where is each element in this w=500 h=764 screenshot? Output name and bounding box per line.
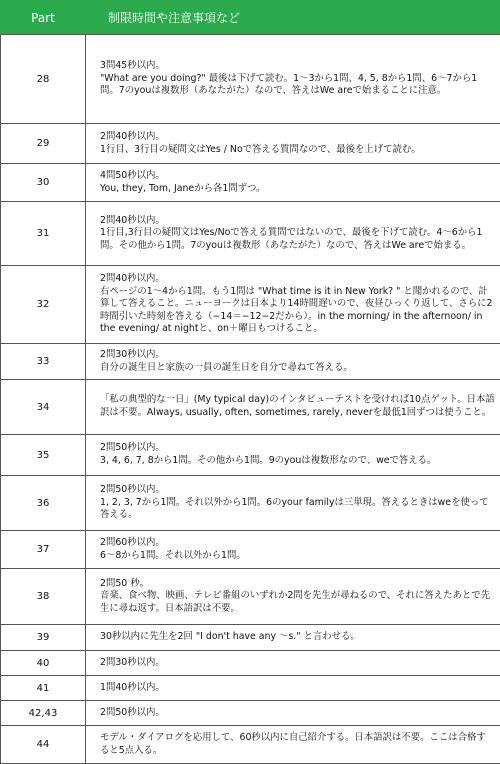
row-part: 41 bbox=[1, 676, 86, 701]
table-row bbox=[1, 726, 500, 764]
note-line: 2問30秒以内。 bbox=[100, 349, 495, 362]
row-part: 37 bbox=[1, 531, 86, 569]
note-line: 右ページの1〜4から1問。もう1問は "What time is it in New York? " と聞かれるので、計算して答えること。ニューヨークは日本より14時間遅いので、夜昼ひっくり返して、さらに2時間引いた時刻を答える（−14＝−12−2だから）。in the morning/ in the afternoon/ in the evening/ at nightと、on＋曜日もつけること。 bbox=[100, 286, 495, 336]
row-part: 36 bbox=[1, 476, 86, 531]
row-part: 44 bbox=[1, 726, 86, 764]
row-note bbox=[86, 435, 500, 476]
row-part: 39 bbox=[1, 625, 86, 651]
row-part: 42,43 bbox=[1, 701, 86, 726]
row-part: 31 bbox=[1, 202, 86, 266]
row-part: 35 bbox=[1, 435, 86, 476]
note-line: 1問40秒以内。 bbox=[100, 682, 495, 695]
row-part: 29 bbox=[1, 124, 86, 164]
table-row bbox=[1, 266, 500, 344]
note-line: 2問50秒以内。 bbox=[100, 707, 495, 720]
table-row bbox=[1, 344, 500, 380]
note-line: 2問50秒以内。 bbox=[100, 442, 495, 455]
table-row bbox=[1, 35, 500, 124]
row-note bbox=[86, 651, 500, 676]
row-part: 28 bbox=[1, 35, 86, 124]
note-line: 音楽、食べ物、映画、テレビ番組のいずれか2問を先生が尋ねるので、それに答えたあとで先生に尋ね返す。日本語訳は不要。 bbox=[100, 590, 495, 615]
note-line: 4問50秒以内。 bbox=[100, 170, 495, 183]
note-line: 1, 2, 3, 7から1問。それ以外から1問。6のyour familyは三単現。答えるときはweを使って答える。 bbox=[100, 497, 495, 522]
header-row bbox=[1, 1, 500, 35]
row-note bbox=[86, 164, 500, 202]
table-row bbox=[1, 676, 500, 701]
row-note bbox=[86, 35, 500, 124]
note-line: 2問30秒以内。 bbox=[100, 657, 495, 670]
table-row bbox=[1, 164, 500, 202]
table-row bbox=[1, 531, 500, 569]
row-note bbox=[86, 266, 500, 344]
note-line: 30秒以内に先生を2回 "I don't have any 〜s." と言わせる。 bbox=[100, 631, 495, 644]
row-note bbox=[86, 531, 500, 569]
note-line: 2問50秒以内。 bbox=[100, 484, 495, 497]
header-part: Part bbox=[1, 1, 86, 35]
header-note: 制限時間や注意事項など bbox=[86, 1, 500, 35]
note-line: 自分の誕生日と家族の一員の誕生日を自分で尋ねて答える。 bbox=[100, 362, 495, 375]
note-line: "What are you doing?" 最後は下げて読む。1〜3から1問、4, 5, 8から1問、6〜7から1問。7のyouは複数形（あなたがた）なので、答えはWe areで始まることに注意。 bbox=[100, 73, 495, 98]
table-row bbox=[1, 202, 500, 266]
note-line: 「私の典型的な一日」(My typical day)のインタビューテストを受ければ10点ゲット。日本語訳は不要。Always, usually, often, sometimes, rarely, neverを最低1回ずつは使うこと。 bbox=[100, 394, 495, 419]
note-line: 6〜8から1問。それ以外から1問。 bbox=[100, 550, 495, 563]
note-line: 3, 4, 6, 7, 8から1問。その他から1問。9のyouは複数形なので、weで答える。 bbox=[100, 455, 495, 468]
note-line: 2問50 秒。 bbox=[100, 578, 495, 591]
note-line: 1行目,3行目の疑問文はYes/Noで答える質問ではないので、最後を下げて読む。4〜6から1問。その他から1問。7のyouは複数形（あなたがた）なので、答えはWe areで始まる。 bbox=[100, 227, 495, 252]
row-note bbox=[86, 380, 500, 435]
row-part: 40 bbox=[1, 651, 86, 676]
table-body bbox=[1, 35, 500, 764]
table-row bbox=[1, 701, 500, 726]
row-note bbox=[86, 476, 500, 531]
row-part: 34 bbox=[1, 380, 86, 435]
table-row bbox=[1, 380, 500, 435]
table-row bbox=[1, 435, 500, 476]
note-line: 2問60秒以内。 bbox=[100, 537, 495, 550]
row-part: 32 bbox=[1, 266, 86, 344]
table-row bbox=[1, 651, 500, 676]
note-line: 2問40秒以内。 bbox=[100, 215, 495, 228]
table-row bbox=[1, 625, 500, 651]
row-part: 30 bbox=[1, 164, 86, 202]
row-note bbox=[86, 569, 500, 625]
row-part: 33 bbox=[1, 344, 86, 380]
row-note bbox=[86, 344, 500, 380]
row-part: 38 bbox=[1, 569, 86, 625]
row-note bbox=[86, 625, 500, 651]
note-line: You, they, Tom, Janeから各1問ずつ。 bbox=[100, 183, 495, 196]
note-line: 1行目、3行目の疑問文はYes / Noで答える質問なので、最後を上げて読む。 bbox=[100, 144, 495, 157]
note-line: 3問45秒以内。 bbox=[100, 60, 495, 73]
note-line: モデル・ダイアログを応用して、60秒以内に自己紹介する。日本語訳は不要。ここは合格すると5点入る。 bbox=[100, 732, 495, 757]
row-note bbox=[86, 202, 500, 266]
table-row bbox=[1, 569, 500, 625]
table-row bbox=[1, 124, 500, 164]
row-note bbox=[86, 124, 500, 164]
row-note bbox=[86, 676, 500, 701]
table-row bbox=[1, 476, 500, 531]
note-line: 2問40秒以内。 bbox=[100, 131, 495, 144]
note-line: 2問40秒以内。 bbox=[100, 273, 495, 286]
row-note bbox=[86, 726, 500, 764]
row-note bbox=[86, 701, 500, 726]
